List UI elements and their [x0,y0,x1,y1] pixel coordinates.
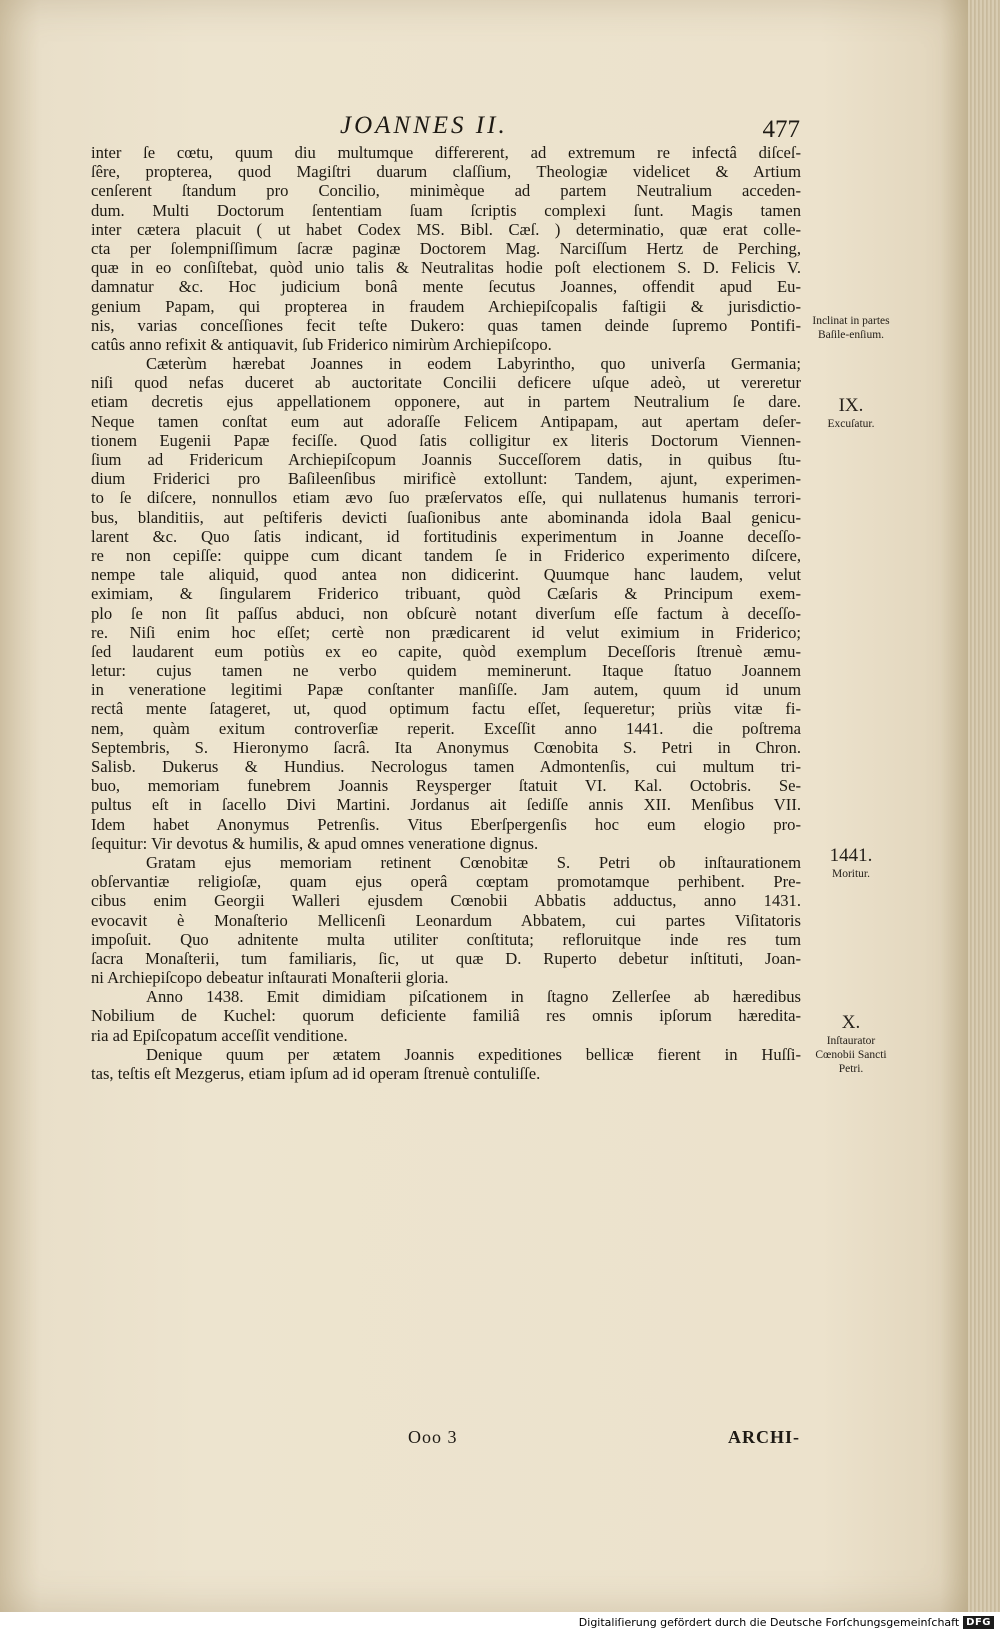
text-line: pultus eſt in ſacello Divi Martini. Jordanus ait ſediſſe annis XII. Menſibus VII. [91,795,801,815]
text-line: Septembris, S. Hieronymo ſacrâ. Ita Anonymus Cœnobita S. Petri in Chron. [91,737,801,757]
text-line: in veneratione legitimi Papæ conſtanter manſiſſe. Jam autem, quum id unum [91,680,801,700]
text-line: tas, teſtis eſt Mezgerus, etiam ipſum ad id operam ſtrenuè contuliſſe. [91,1064,541,1083]
text-line: inter ſe cœtu, quum diu multumque differerent, ad extremum re infectâ diſceſ- [91,143,801,162]
margin-note-number: 1441. [829,845,873,866]
text-line: dum. Multi Doctorum ſententiam ſuam ſcriptis complexi ſunt. Magis tamen [91,200,801,220]
digitization-credit: Digitaliſierung gefördert durch die Deutsche Forſchungsgemeinſchaft [578,1616,960,1629]
text-line: dium Friderici pro Baſileenſibus mirificè extollunt: Tandem, ajunt, experimen- [91,469,801,489]
text-line: ni Archiepiſcopo debeatur inſtaurati Monaſterii gloria. [91,968,449,988]
text-line: etiam decretis ejus appellationem opponere, aut in partem Neutralium ſe dare. [91,392,801,412]
text-line: nem, quàm exitum controverſiæ reperit. Exceſſit anno 1441. die poſtrema [91,718,801,738]
text-line: obſervantiæ religioſæ, quam ejus operâ cœptam promotamque perhibent. Pre- [91,872,801,892]
text-line: damnatur &c. Hoc judicium bonâ mente ſecutus Joannes, offendit apud Eu- [91,277,801,297]
text-line: Salisb. Dukerus & Hundius. Necrologus tamen Admontenſis, cui multum tri- [91,757,801,776]
running-title: JOANNES II. [340,112,508,139]
page-number: 477 [762,116,800,143]
text-line: impoſuit. Quo adnitente multa utiliter conſtituta; refloruitque inde res tum [91,929,801,949]
page-stack-edge [968,0,1000,1612]
text-line: tionem Eugenii Papæ feciſſe. Quod ſatis colligitur ex literis Doctorum Viennen- [91,430,801,450]
text-line: Anno 1438. Emit dimidiam piſcationem in ſtagno Zellerſee ab hæredibus [146,987,801,1007]
text-line: larent &c. Quo ſatis indicant, id fortitudinis experimentum in Joanne deceſſo- [91,526,801,546]
margin-note-ix [806,395,896,431]
catchword: ARCHI- [728,1427,800,1447]
text-line: Cæterùm hærebat Joannes in eodem Labyrintho, quo univerſa Germania; [146,354,801,374]
text-line: rectâ mente ſatageret, ut, quod optimum factu eſſet, ſequeretur; priùs vitæ fi- [91,699,801,719]
text-line: to ſe diſcere, nonnullos etiam ævo ſuo præſervatos eſſe, qui nullatenus humanis terrori- [91,488,801,508]
text-line: ſequitur: Vir devotus & humilis, & apud omnes veneratione dignus. [91,833,539,853]
text-line: ria ad Epiſcopatum acceſſit venditione. [91,1025,348,1045]
text-line: plo ſe non ſit paſſus abduci, non obſcurè notant diverſum eſſe factum à deceſſo- [91,603,801,623]
text-line: genium Papam, qui propterea in fraudem Archiepiſcopalis faſtigii & jurisdictio- [91,296,801,316]
text-line: ſêre, propterea, quod Magiſtri duarum claſſium, Theologiæ videlicet & Artium [91,162,801,182]
text-line: quæ in eo conſiſtebat, quòd unio talis & Neutralitas hodie poſt electionem S. D. Felicis V. [91,258,801,278]
text-line: evocavit è Monaſterio Mellicenſi Leonardum Abbatem, cui partes Viſitatoris [91,910,801,930]
text-line: nempe tale aliquid, quod antea non didicerint. Quumque hanc laudem, velut [91,565,801,585]
page-footer [90,1427,800,1457]
text-line: ſium ad Fridericum Archiepiſcopum Joannis Succeſſorem datis, in quibus ſtu- [91,450,801,469]
dfg-logo-icon: DFG [963,1616,994,1629]
text-line: bus, blanditiis, aut peſtiferis devicti ſuaſionibus ante abominanda idola Baal genicu- [91,507,801,527]
margin-note-inclinat [806,314,896,342]
text-line: Denique quum per ætatem Joannis expeditiones bellicæ fierent in Huſſi- [146,1044,801,1064]
text-line: re. Niſi enim hoc eſſet; certè non prædicarent id velut eximium in Friderico; [91,622,801,642]
text-line: ſed laudarent eum potiùs ex eo capite, quòd exemplum Deceſſoris ſtrenuè æmu- [91,641,801,661]
text-line: Nobilium de Kuchel: quorum deficiente familiâ res omnis ipſorum hæredita- [91,1006,801,1026]
margin-note-text: Inclinat in partes Baſile-enſium. [812,315,890,341]
text-line: cibus enim Georgii Walleri ejusdem Cœnobii Abbatis adductus, anno 1431. [91,891,801,911]
text-line: cenſerent ſtandum pro Concilio, minimèque ad partem Neutralium acceden- [91,181,801,201]
text-line: cta per ſolempniſſimum ſacræ paginæ Doctorem Mag. Narciſſum Hertz de Perching, [91,238,801,258]
text-line: catûs anno refixit & antiquavit, ſub Friderico nimirùm Archiepiſcopo. [91,334,552,354]
text-line: niſi quod nefas duceret ab auctoritate Concilii deficere uſque adeò, ut vereretur [91,373,801,393]
text-line: re non cepiſſe: quippe cum dicant tandem ſe in Friderico experimento diſcere, [91,545,801,565]
page-header [90,112,800,146]
text-line: inter cætera placuit ( ut habet Codex MS. Bibl. Cæſ. ) determinatio, quæ erat colle- [91,219,801,239]
margin-note-text: Moritur. [831,868,870,880]
margin-note-x [806,1012,896,1076]
text-line: buo, memoriam funebrem Joannis Reysperger ſtatuit VI. Kal. Octobris. Se- [91,776,801,796]
margin-note-text: Excuſatur. [827,418,875,430]
margin-note-1441 [806,845,896,881]
text-line: eximiam, & ſingularem Friderico tribuant, quòd Cæſaris & Principum exem- [91,584,801,604]
text-line: Neque tamen conſtat eum aut adoraſſe Felicem Antipapam, aut apertam deſer- [91,411,801,431]
text-line: Idem habet Anonymus Petrenſis. Vitus Eberſpergenſis hoc eum elogio pro- [91,814,801,834]
margin-note-number: X. [841,1012,861,1033]
digitization-credit-bar [0,1612,1000,1633]
text-line: Gratam ejus memoriam retinent Cœnobitæ S. Petri ob inſtaurationem [146,852,801,872]
signature-mark: Ooo 3 [408,1427,458,1447]
margin-note-number: IX. [838,395,864,416]
text-line: letur: cujus tamen ne verbo quidem meminerunt. Itaque ſtatuo Joannem [91,661,801,681]
margin-note-text: Inſtaurator Cœnobii Sancti Petri. [815,1035,887,1075]
body-text [91,143,801,1083]
text-line: nis, varias conceſſiones fecit teſte Dukero: quas tamen deinde ſupremo Pontifi- [91,315,801,335]
text-line: ſacra Monaſterii, tum familiaris, ſic, ut quæ D. Ruperto debetur inſtituti, Joan- [91,948,801,968]
